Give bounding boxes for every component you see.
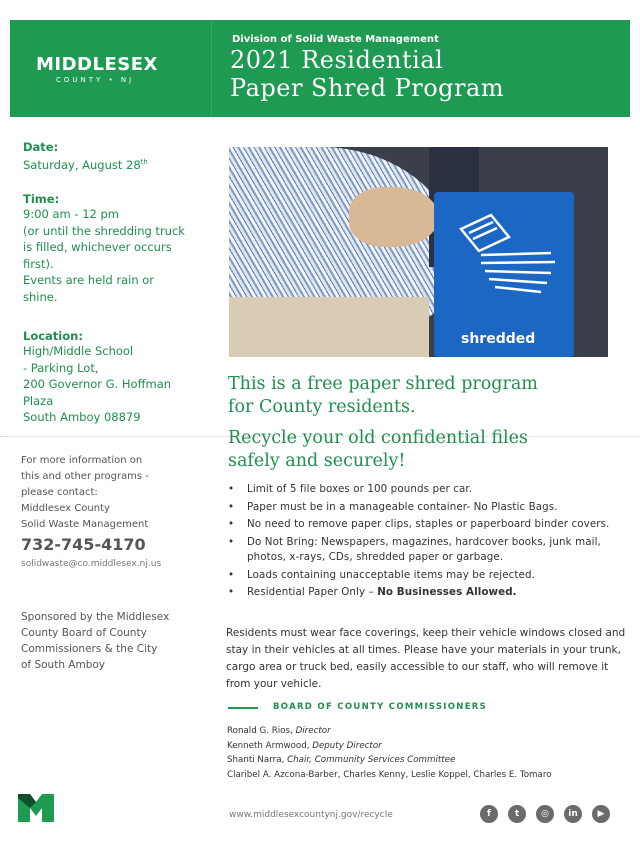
event-details — [23, 140, 208, 426]
info-line: Solid Waste Management — [21, 519, 149, 530]
rule-item: • Limit of 5 file boxes or 100 pounds per car. — [226, 482, 626, 498]
logo-wordmark: MIDDLESEX — [36, 54, 158, 75]
headline-line: Recycle your old confidential files — [228, 428, 528, 448]
facebook-icon[interactable]: f — [480, 805, 498, 823]
member-role: Deputy Director — [312, 740, 382, 751]
sponsor-text — [21, 609, 211, 673]
division-name: Division of Solid Waste Management — [232, 34, 439, 45]
time-line: Events are held rain or — [23, 273, 155, 288]
time-line: is filled, whichever occurs — [23, 240, 172, 255]
time-line: shine. — [23, 289, 58, 304]
rule-emphasis: No Businesses Allowed. — [377, 586, 517, 598]
headline-recycle — [228, 427, 628, 473]
rule-item: • Loads containing unacceptable items may be rejected. — [226, 568, 626, 584]
time-label: Time: — [23, 192, 60, 207]
middlesex-logo — [36, 54, 158, 84]
location-line: - Parking Lot, — [23, 360, 99, 375]
person-pants — [229, 297, 429, 357]
rule-item — [226, 585, 626, 601]
safety-paragraph: Residents must wear face coverings, keep their vehicle windows closed and stay in their vehicles at all times. Please have your materials in your trunk, cargo area or truck bed, easily accessible to our staff, who will remove it from your vehicle. — [226, 627, 626, 690]
sponsor-line: Sponsored by the Middlesex — [21, 611, 170, 623]
board-members — [227, 724, 632, 782]
date-value — [23, 154, 208, 173]
date-label: Date: — [23, 140, 59, 154]
location-line: 200 Governor G. Hoffman — [23, 377, 172, 392]
member-line — [227, 724, 632, 739]
member-name: Kenneth Armwood, — [227, 740, 313, 751]
location-line: South Amboy 08879 — [23, 410, 141, 425]
instagram-icon[interactable]: ◎ — [536, 805, 554, 823]
location-line: Plaza — [23, 393, 54, 408]
time-value — [23, 206, 208, 305]
board-heading: BOARD OF COUNTY COMMISSIONERS — [273, 702, 488, 712]
shredder-icon — [451, 207, 566, 297]
member-name: Claribel A. Azcona-Barber, Charles Kenny, Leslie Koppel, Charles E. Tomaro — [227, 769, 552, 780]
recycle-url[interactable]: www.middlesexcountynj.gov/recycle — [229, 810, 393, 820]
phone-number[interactable]: 732-745-4170 — [21, 535, 146, 554]
middlesex-m-logo — [18, 794, 54, 822]
shredded-paper-photo — [229, 147, 608, 357]
social-links — [480, 805, 610, 823]
rule-item: • Paper must be in a manageable container- No Plastic Bags. — [226, 500, 626, 516]
page-title-line2: Paper Shred Program — [230, 74, 505, 102]
time-line: first). — [23, 256, 54, 271]
headline-free-program — [228, 373, 628, 419]
location-value — [23, 343, 208, 426]
member-name: Ronald G. Rios, — [227, 726, 296, 736]
time-line: 9:00 am - 12 pm — [23, 207, 119, 222]
rule-item: • No need to remove paper clips, staples or paperboard binder covers. — [226, 517, 626, 533]
member-line — [227, 753, 632, 768]
sponsor-line: of South Amboy — [21, 659, 106, 671]
linkedin-icon[interactable]: in — [564, 805, 582, 823]
info-line: For more information on — [21, 455, 143, 466]
youtube-icon[interactable]: ▶ — [592, 805, 610, 823]
headline-line: safely and securely! — [228, 451, 406, 471]
headline-line: This is a free paper shred program — [228, 374, 538, 394]
date-text: Saturday, August 28 — [23, 157, 141, 172]
board-rule — [228, 707, 258, 709]
info-line: this and other programs - — [21, 471, 149, 482]
headline-line: for County residents. — [228, 397, 416, 417]
page-title-line1: 2021 Residential — [230, 46, 444, 74]
member-role: Director — [295, 726, 331, 736]
program-rules — [226, 482, 626, 603]
member-name: Shanti Narra, — [227, 755, 288, 765]
rule-item: • Do Not Bring: Newspapers, magazines, hardcover books, junk mail, photos, x-rays, CDs, shredded paper or garbage. — [226, 535, 626, 566]
person-hand — [349, 187, 439, 247]
sponsor-line: County Board of County — [21, 627, 147, 639]
banner-divider — [211, 20, 212, 117]
contact-info — [21, 453, 211, 572]
member-line — [227, 768, 632, 783]
rule-prefix: Residential Paper Only – — [247, 586, 378, 598]
bin-label: shredded — [461, 331, 536, 347]
info-line: Middlesex County — [21, 503, 110, 514]
location-line: High/Middle School — [23, 344, 134, 359]
member-line — [227, 739, 632, 754]
member-role: Chair, Community Services Committee — [287, 755, 456, 765]
logo-subtitle: COUNTY • NJ — [56, 76, 135, 84]
twitter-icon[interactable]: t — [508, 805, 526, 823]
info-line: please contact: — [21, 487, 98, 498]
sponsor-line: Commissioners & the City — [21, 643, 158, 655]
email-address[interactable]: solidwaste@co.middlesex.nj.us — [21, 559, 162, 569]
location-label: Location: — [23, 329, 83, 344]
date-suffix: th — [140, 158, 148, 166]
time-line: (or until the shredding truck — [23, 223, 185, 238]
